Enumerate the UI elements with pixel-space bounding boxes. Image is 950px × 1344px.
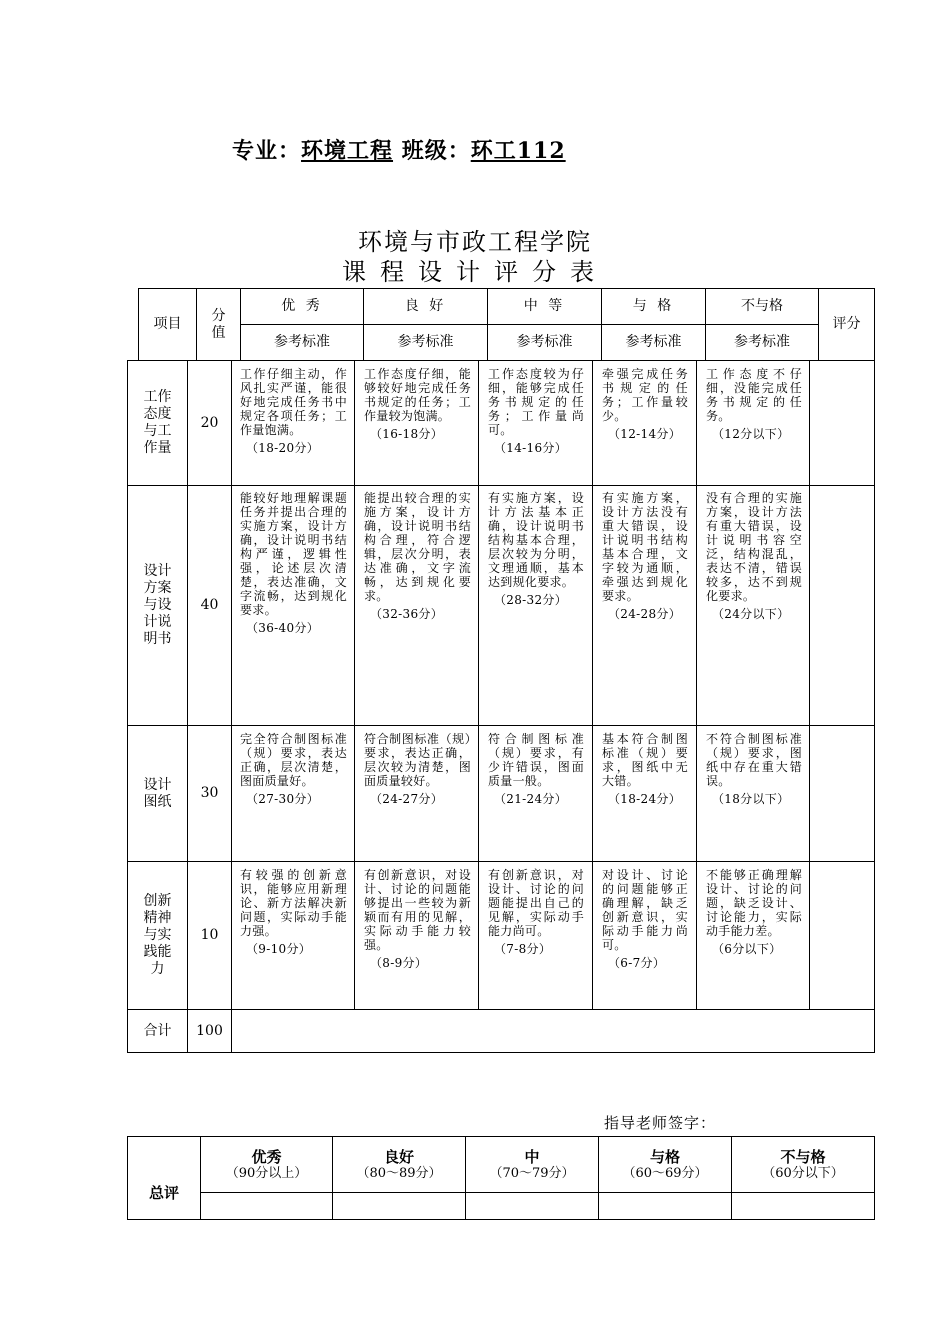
total-score: 100 (196, 1022, 223, 1039)
ref-standard-label: 参考标准 (625, 334, 682, 350)
criteria-cell: 工作态度较为仔细，能够完成任务书规定的任务；工作量尚可。 （14-16分） (488, 367, 584, 455)
row-item: 设计方案与设计说明书 (143, 563, 172, 647)
criteria-cell: 能较好地理解课题任务并提出合理的实施方案，设计方确，设计说明书结构严谨，逻辑性强，论述层次清楚，表达准确，文字流畅，达到规化要求。 （36-40分） (240, 491, 347, 635)
criteria-cell: 没有合理的实施方案，设计方法有重大错误，设计说明书容空泛，结构混乱，表达不清，错误较多，达不到规化要求。 （24分以下） (706, 491, 802, 621)
class-value: 环工112 (470, 138, 566, 164)
criteria-cell: 工作态度不仔细，没能完成任务书规定的任务。 （12分以下） (706, 367, 802, 441)
criteria-cell: 有较强的创新意识，能够应用新理论、新方法解决新问题，实际动手能力强。 （9-10分） (240, 868, 347, 956)
criteria-cell: 不能够正确理解设计、讨论的问题，缺乏设计、讨论能力，实际动手能力差。 （6分以下） (706, 868, 802, 956)
criteria-cell: 工作仔细主动，作风扎实严谨，能很好地完成任务书中规定各项任务；工作量饱满。 （18-20分） (240, 367, 347, 455)
row-item: 创新精神与实践能力 (143, 893, 172, 977)
advisor-signature-label: 指导老师签字： (604, 1114, 717, 1132)
row-item: 设计图纸 (143, 776, 172, 810)
ref-standard-label: 参考标准 (516, 334, 573, 350)
criteria-cell: 有创新意识，对设计、讨论的问题能够提出一些较为新颖而有用的见解，实际动手能力较强。 （8-9分） (364, 868, 471, 970)
ref-standard-label: 参考标准 (397, 334, 454, 350)
header-rating: 评分 (832, 316, 861, 332)
school-title: 环境与市政工程学院 (358, 228, 592, 256)
major-class-line (232, 134, 566, 165)
row-score: 10 (200, 927, 219, 943)
criteria-cell: 工作态度仔细，能够较好地完成任务书规定的任务；工作量较为饱满。 （16-18分） (364, 367, 471, 441)
header-grade-good: 良 好 (404, 298, 447, 314)
ref-standard-label: 参考标准 (734, 334, 790, 350)
criteria-cell: 能提出较合理的实施方案，设计方确，设计说明书结构合理，符合逻辑，层次分明，表达准确，文字流畅，达到规化要求。 （32-36分） (364, 491, 471, 621)
ref-standard-label: 参考标准 (274, 334, 330, 350)
summary-label: 总评 (148, 1184, 179, 1202)
header-grade-pass: 与 格 (632, 298, 675, 314)
criteria-cell: 符合制图标准（规）要求，表达正确，层次较为清楚，图面质量较好。 （24-27分） (364, 732, 471, 806)
summary-grade-medium: 中 （70～79分） (489, 1148, 575, 1181)
summary-grade-excellent: 优秀 （90分以上） (225, 1148, 308, 1181)
header-score: 分值 (211, 307, 226, 341)
row-score: 30 (200, 785, 219, 801)
total-label: 合计 (143, 1022, 172, 1039)
criteria-cell: 对设计、讨论的问题能够正确理解，缺乏创新意识，实际动手能力尚可。 （6-7分） (602, 868, 688, 970)
major-label: 专业： (232, 138, 302, 164)
summary-grade-pass: 与格 （60～69分） (622, 1148, 708, 1181)
criteria-cell: 完全符合制图标准（规）要求，表达正确，层次清楚，图面质量好。 （27-30分） (240, 732, 347, 806)
major-value: 环境工程 (301, 138, 394, 164)
header-item: 项目 (153, 316, 182, 332)
criteria-cell: 有创新意识，对设计、讨论的问题能提出自己的见解，实际动手能力尚可。 （7-8分） (488, 868, 584, 956)
criteria-cell: 牵强完成任务书规定的任务；工作量较少。 （12-14分） (602, 367, 688, 441)
class-label: 班级： (401, 138, 471, 164)
criteria-cell: 有实施方案，设计方法没有重大错误，设计说明书结构基本合理，文字较为通顺，牵强达到规化要求。 （24-28分） (602, 491, 688, 621)
criteria-cell: 符合制图标准（规）要求，有少许错误，图面质量一般。 （21-24分） (488, 732, 584, 806)
row-score: 40 (200, 597, 219, 613)
summary-grade-good: 良好 （80～89分） (356, 1148, 442, 1181)
header-grade-fail: 不与格 (741, 298, 783, 314)
header-grade-excellent: 优 秀 (281, 298, 323, 314)
row-item: 工作态度与工作量 (143, 389, 172, 456)
form-title: 课程设计评分表 (342, 258, 608, 286)
criteria-cell: 基本符合制图标准（规）要求，图纸中无大错。 （18-24分） (602, 732, 688, 806)
row-score: 20 (200, 414, 219, 431)
criteria-cell: 有实施方案，设计方法基本正确，设计说明书结构基本合理，层次较为分明，文理通顺，基本达到规化要求。 （28-32分） (488, 491, 584, 607)
header-grade-medium: 中 等 (523, 298, 566, 314)
criteria-cell: 不符合制图标准（规）要求，图纸中存在重大错误。 （18分以下） (706, 732, 802, 806)
summary-grade-fail: 不与格 （60分以下） (762, 1148, 844, 1181)
